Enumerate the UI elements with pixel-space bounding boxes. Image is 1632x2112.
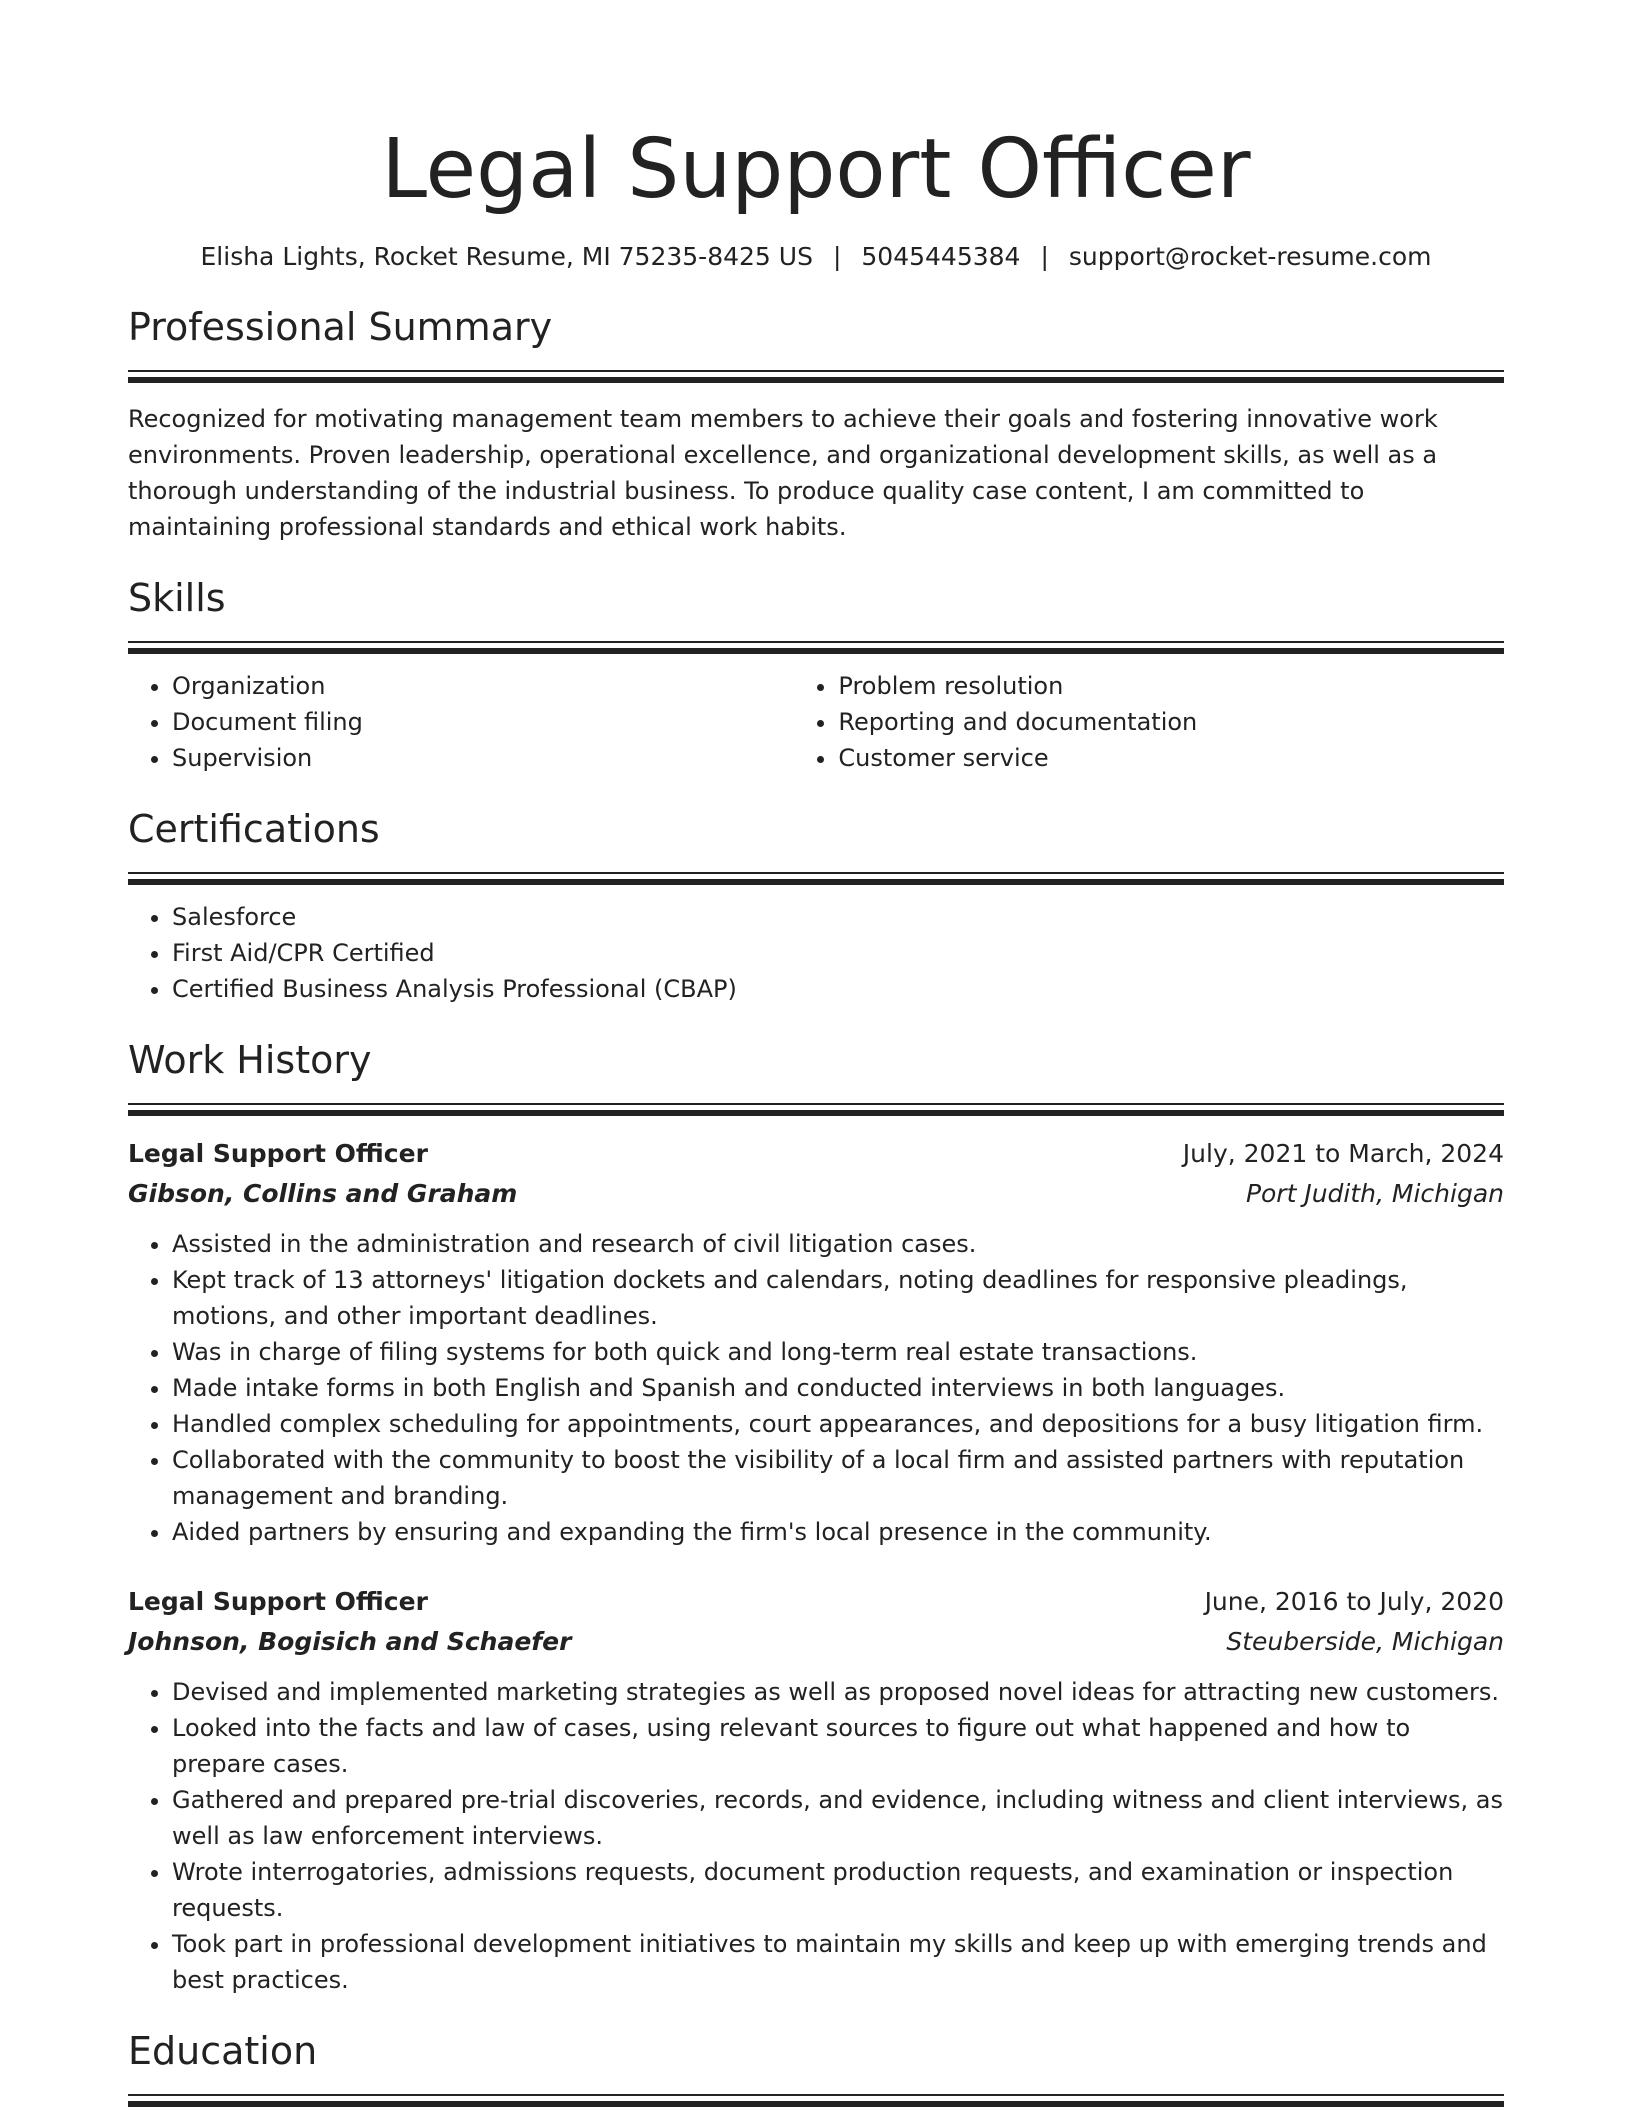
resume-page [128, 0, 1504, 2105]
education-section [128, 2026, 1504, 2105]
job-title: Legal Support Officer [128, 1587, 428, 1616]
job-dates: July, 2021 to March, 2024 [1182, 1139, 1504, 1168]
job-company: Gibson, Collins and Graham [128, 1179, 518, 1208]
section-title: Education [128, 2029, 318, 2073]
skill-item: • Customer service [838, 740, 1504, 776]
section-title: Professional Summary [128, 305, 553, 349]
job-bullet: • Aided partners by ensuring and expanding the firm's local presence in the community. [172, 1514, 1504, 1550]
job-bullets [128, 1674, 1504, 1998]
job-bullet: • Collaborated with the community to boost the visibility of a local firm and assisted partners with reputation management and branding. [172, 1442, 1504, 1514]
job-bullet: • Assisted in the administration and research of civil litigation cases. [172, 1226, 1504, 1262]
section-divider [128, 1103, 1504, 1114]
job-entry [128, 1582, 1504, 1998]
contact-separator: | [832, 242, 842, 271]
section-divider [128, 2094, 1504, 2105]
job-location: Port Judith, Michigan [1245, 1179, 1504, 1208]
section-title: Certifications [128, 807, 380, 851]
job-entry [128, 1134, 1504, 1550]
certifications-list [128, 899, 1504, 1007]
job-header [128, 1134, 1504, 1174]
job-bullet: • Gathered and prepared pre-trial discoveries, records, and evidence, including witness and client interviews, as well as law enforcement interviews. [172, 1782, 1504, 1854]
job-bullet: • Made intake forms in both English and Spanish and conducted interviews in both languages. [172, 1370, 1504, 1406]
job-company: Johnson, Bogisich and Schaefer [128, 1627, 572, 1656]
certification-item: • Certified Business Analysis Professional (CBAP) [172, 971, 1504, 1007]
skills-columns [128, 668, 1504, 776]
job-bullet: • Devised and implemented marketing strategies as well as proposed novel ideas for attracting new customers. [172, 1674, 1504, 1710]
skill-item: • Supervision [172, 740, 794, 776]
job-header [128, 1582, 1504, 1622]
certification-item: • Salesforce [172, 899, 1504, 935]
certification-item: • First Aid/CPR Certified [172, 935, 1504, 971]
skill-item: • Reporting and documentation [838, 704, 1504, 740]
job-bullet: • Wrote interrogatories, admissions requests, document production requests, and examination or inspection requests. [172, 1854, 1504, 1926]
contact-line [128, 240, 1504, 274]
section-divider [128, 872, 1504, 883]
work-history-section [128, 1035, 1504, 1998]
job-location: Steuberside, Michigan [1226, 1627, 1504, 1656]
resume-name: Legal Support Officer [381, 122, 1251, 217]
certifications-section [128, 804, 1504, 1007]
job-bullets [128, 1226, 1504, 1550]
skills-list-right [794, 668, 1504, 776]
job-bullet: • Handled complex scheduling for appointments, court appearances, and depositions for a busy litigation firm. [172, 1406, 1504, 1442]
job-bullet: • Was in charge of filing systems for both quick and long-term real estate transactions. [172, 1334, 1504, 1370]
summary-section [128, 302, 1504, 545]
section-divider [128, 370, 1504, 381]
job-bullet: • Took part in professional development initiatives to maintain my skills and keep up with emerging trends and best practices. [172, 1926, 1504, 1998]
contact-phone: 5045445384 [861, 242, 1021, 271]
contact-address: Elisha Lights, Rocket Resume, MI 75235-8425 US [200, 242, 813, 271]
skill-item: • Document filing [172, 704, 794, 740]
contact-separator: | [1040, 242, 1049, 271]
job-dates: June, 2016 to July, 2020 [1204, 1587, 1504, 1616]
skills-section [128, 573, 1504, 776]
section-divider [128, 641, 1504, 652]
job-bullet: • Looked into the facts and law of cases, using relevant sources to figure out what happened and how to prepare cases. [172, 1710, 1504, 1782]
skills-list-left [128, 668, 794, 776]
job-subheader [128, 1174, 1504, 1214]
contact-email[interactable]: support@rocket-resume.com [1068, 242, 1432, 271]
summary-text: Recognized for motivating management team members to achieve their goals and fostering innovative work environments. Proven leadership, operational excellence, and organizational development skills, as well as a thorough understanding of the industrial business. To produce quality case content, I am committed to maintaining professional standards and ethical work habits. [128, 405, 1438, 541]
job-subheader [128, 1622, 1504, 1662]
skill-item: • Problem resolution [838, 668, 1504, 704]
section-title: Work History [128, 1038, 372, 1082]
job-bullet: • Kept track of 13 attorneys' litigation dockets and calendars, noting deadlines for responsive pleadings, motions, and other important deadlines. [172, 1262, 1504, 1334]
job-title: Legal Support Officer [128, 1139, 428, 1168]
section-title: Skills [128, 576, 226, 620]
skill-item: • Organization [172, 668, 794, 704]
